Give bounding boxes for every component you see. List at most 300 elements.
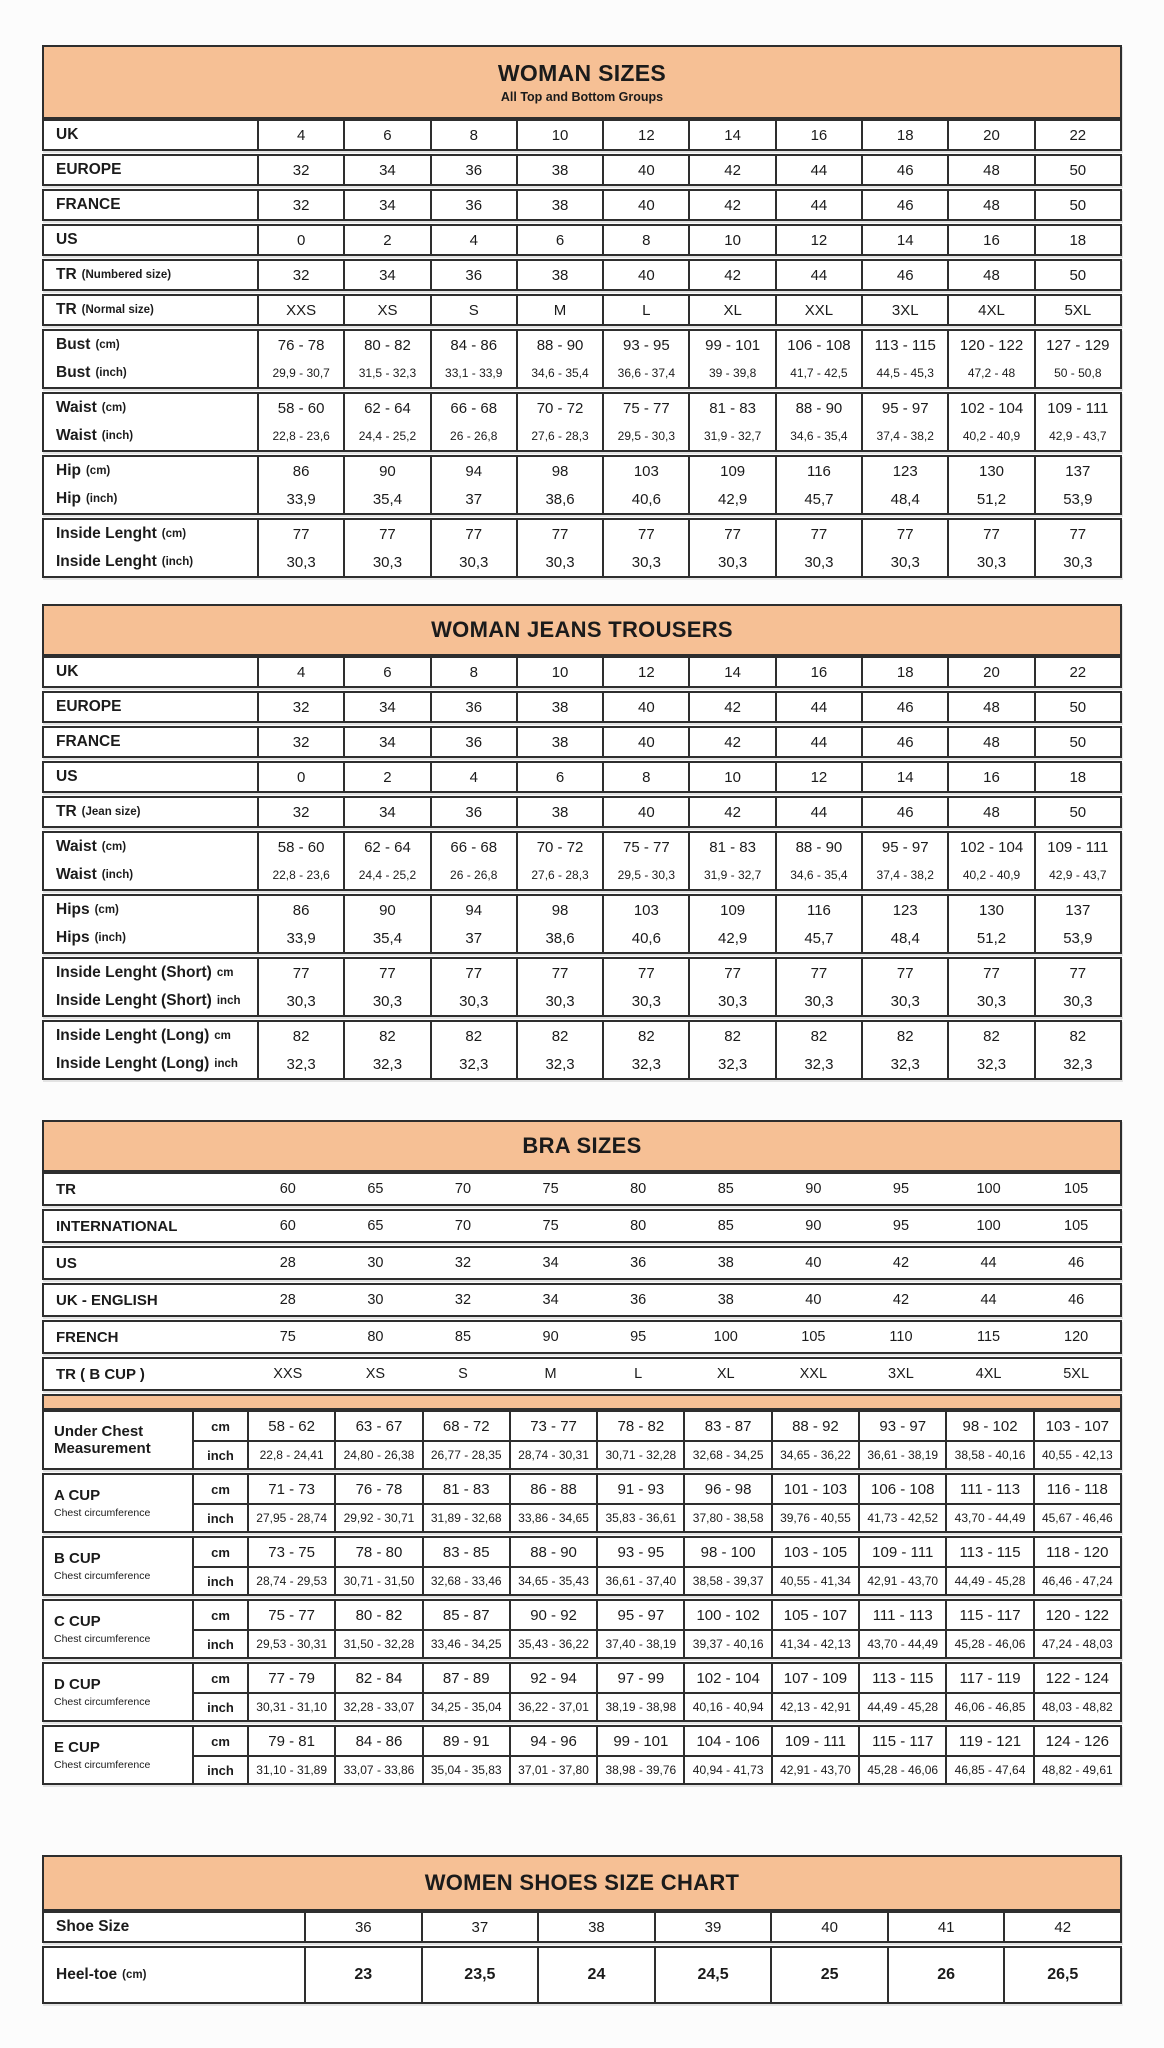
value-cell: 66 - 68 (430, 394, 516, 422)
value-cell: 14 (861, 226, 947, 254)
value-cell: 36,61 - 37,40 (596, 1568, 683, 1594)
value-cell: 77 (861, 520, 947, 548)
cup-row (194, 1629, 1120, 1657)
row-label-text: EUROPE (56, 161, 122, 178)
value-cell: 70 (454, 1181, 472, 1197)
cup-label (44, 1475, 194, 1531)
row-values (259, 156, 1120, 184)
value-cell: XXL (799, 1366, 828, 1382)
value-cell: 77 (292, 964, 310, 982)
value-cell: 39 (654, 1913, 771, 1941)
value-cell: 102 - 104 (947, 833, 1033, 861)
value-cell: 2 (343, 226, 429, 254)
value-cell: 82 (1034, 1022, 1120, 1050)
value-cell: 95 - 97 (596, 1601, 683, 1629)
value-cell: XL (716, 1366, 735, 1382)
value-cell: 95 (630, 1329, 647, 1345)
value-cell: 50 (1034, 798, 1120, 826)
value-cell: 10 (688, 226, 774, 254)
value-cell: 78 - 82 (596, 1412, 683, 1440)
value-cell: 103 - 105 (771, 1538, 858, 1566)
value-cell: 38 (516, 728, 602, 756)
value-cell: 79 - 81 (268, 1732, 315, 1750)
value-cell: 30,3 (688, 548, 774, 576)
value-cell: 42 (1003, 1913, 1120, 1941)
value-cell: 31,9 - 32,7 (688, 861, 774, 889)
value-cell: 39,76 - 40,55 (771, 1505, 858, 1531)
row-label (44, 1050, 259, 1078)
value-cell: 93 - 97 (858, 1412, 945, 1440)
value-cell: 42 (892, 1292, 910, 1308)
value-cell: 90 (805, 1181, 822, 1197)
value-cell: 33,9 (286, 490, 316, 508)
value-cell: 44,49 - 45,28 (945, 1568, 1032, 1594)
value-cell: 34 (542, 1292, 559, 1308)
value-cell: 45,67 - 46,46 (1033, 1505, 1120, 1531)
table-row (44, 1050, 1120, 1078)
value-cell: 31,9 - 32,7 (688, 422, 774, 450)
value-cell: 36 (430, 261, 516, 289)
row-group (42, 1020, 1122, 1080)
row-label (44, 156, 259, 184)
value-cell: 102 - 104 (683, 1664, 770, 1692)
table-row (44, 763, 1120, 791)
value-cell: 106 - 108 (775, 331, 861, 359)
value-cell: 28 (279, 1255, 296, 1271)
cup-rows (194, 1664, 1120, 1720)
value-cell: 35,4 (343, 924, 429, 952)
row-label-text: Waist (56, 427, 97, 444)
value-cell: 82 (775, 1022, 861, 1050)
value-cell: 40 (805, 1292, 822, 1308)
value-cell: 38,98 - 39,76 (596, 1757, 683, 1783)
value-cell: 32,3 (1034, 1050, 1120, 1078)
cup-row (194, 1566, 1120, 1594)
row-group (42, 259, 1122, 291)
value-cell: 24 (537, 1948, 654, 2002)
value-cell: 80 (630, 1218, 647, 1234)
value-cell: 47,24 - 48,03 (1033, 1631, 1120, 1657)
row-label (44, 658, 259, 686)
row-values (259, 520, 1120, 548)
row-label-sub: (cm) (95, 339, 120, 351)
value-cell: 32 (292, 161, 310, 179)
value-cell: 30,3 (688, 987, 774, 1015)
value-cell: 100 - 102 (683, 1601, 770, 1629)
cup-rows (194, 1412, 1120, 1468)
value-cell: 12 (602, 121, 688, 149)
value-cell: 44 (980, 1255, 997, 1271)
row-label-text: Inside Lenght (56, 525, 157, 542)
cup-row (194, 1412, 1120, 1440)
value-cell: 30,3 (775, 548, 861, 576)
value-cell: 40,6 (602, 485, 688, 513)
row-label (44, 924, 259, 952)
unit-label: cm (194, 1727, 249, 1755)
value-cell: 30 (367, 1292, 384, 1308)
value-cell: 29,53 - 30,31 (256, 1637, 328, 1651)
value-cell: 109 - 111 (858, 1538, 945, 1566)
value-cell: 81 - 83 (688, 394, 774, 422)
row-values (249, 1631, 1120, 1657)
value-cell: 14 (688, 658, 774, 686)
row-label-text: Inside Lenght (Long) (56, 1027, 210, 1044)
value-cell: 80 - 82 (334, 1601, 421, 1629)
value-cell: 32,3 (516, 1050, 602, 1078)
table-row (44, 156, 1120, 184)
table-row (44, 296, 1120, 324)
value-cell: 82 (861, 1022, 947, 1050)
value-cell: 4XL (975, 1366, 1002, 1382)
table-row (44, 658, 1120, 686)
value-cell: 98 (516, 896, 602, 924)
value-cell: 82 (602, 1022, 688, 1050)
row-values (249, 1568, 1120, 1594)
row-label-sub: cm (216, 967, 234, 979)
value-cell: 50 (1034, 728, 1120, 756)
value-cell: 95 - 97 (861, 833, 947, 861)
value-cell: 113 - 115 (945, 1538, 1032, 1566)
row-label-text: Bust (56, 364, 91, 381)
value-cell: 16 (775, 121, 861, 149)
table-row (44, 422, 1120, 450)
row-values (259, 457, 1120, 485)
value-cell: 40,94 - 41,73 (683, 1757, 770, 1783)
row-values (259, 548, 1120, 576)
table-row (44, 861, 1120, 889)
cup-rows (194, 1727, 1120, 1783)
value-cell: 24,4 - 25,2 (343, 861, 429, 889)
value-cell: 73 - 75 (268, 1543, 315, 1561)
value-cell: 10 (688, 763, 774, 791)
value-cell: 83 - 85 (422, 1538, 509, 1566)
value-cell: 22 (1034, 658, 1120, 686)
value-cell: XXS (273, 1366, 303, 1382)
row-values (249, 1412, 1120, 1440)
value-cell: 123 (861, 896, 947, 924)
value-cell: 28,74 - 30,31 (509, 1442, 596, 1468)
value-cell: 110 (889, 1329, 913, 1345)
row-group (42, 294, 1122, 326)
value-cell: 48 (947, 728, 1033, 756)
value-cell: 14 (861, 763, 947, 791)
value-cell: 115 - 117 (945, 1601, 1032, 1629)
value-cell: 122 - 124 (1033, 1664, 1120, 1692)
value-cell: 40,16 - 40,94 (683, 1694, 770, 1720)
row-label-text: Hips (56, 901, 90, 918)
row-label (44, 422, 259, 450)
row-group (42, 1357, 1122, 1391)
value-cell: 77 (1034, 959, 1120, 987)
value-cell: 30,3 (516, 987, 602, 1015)
unit-label: cm (194, 1664, 249, 1692)
unit-label: inch (194, 1631, 249, 1657)
table-row (44, 1285, 1120, 1315)
value-cell: 37 (421, 1913, 538, 1941)
table-row (44, 1211, 1120, 1241)
cup-sub: Chest circumference (54, 1569, 151, 1582)
row-label-text: Shoe Size (56, 1918, 130, 1935)
value-cell: 33,46 - 34,25 (422, 1631, 509, 1657)
value-cell: 99 - 101 (688, 331, 774, 359)
value-cell: 46 (861, 191, 947, 219)
row-values (249, 1601, 1120, 1629)
value-cell: 51,2 (947, 485, 1033, 513)
row-group (42, 392, 1122, 452)
row-values (259, 987, 1120, 1015)
value-cell: 101 - 103 (771, 1475, 858, 1503)
value-cell: 42 (688, 191, 774, 219)
value-cell: XS (343, 296, 429, 324)
row-label-text: INTERNATIONAL (56, 1217, 178, 1235)
value-cell: 18 (1034, 763, 1120, 791)
woman-jeans-title: WOMAN JEANS TROUSERS (431, 617, 733, 642)
value-cell: 34 (343, 156, 429, 184)
row-label-text: Waist (56, 866, 97, 883)
cup-name: C CUP (54, 1613, 101, 1631)
value-cell: 62 - 64 (343, 394, 429, 422)
value-cell: 90 - 92 (509, 1601, 596, 1629)
bra-conversion-rows (42, 1172, 1122, 1391)
cup-row (194, 1601, 1120, 1629)
bra-divider-strip (42, 1394, 1122, 1410)
value-cell: 82 (430, 1022, 516, 1050)
value-cell: 37 (430, 485, 516, 513)
row-label (44, 359, 259, 387)
cup-sub: Chest circumference (54, 1632, 151, 1645)
row-label (44, 296, 259, 324)
shoes-header (42, 1855, 1122, 1911)
value-cell: 36 (430, 156, 516, 184)
value-cell: 118 - 120 (1033, 1538, 1120, 1566)
value-cell: 8 (430, 658, 516, 686)
row-label (44, 1211, 244, 1241)
row-label (44, 1322, 244, 1352)
value-cell: 88 - 90 (775, 833, 861, 861)
value-cell: 86 (292, 462, 310, 480)
value-cell: 37,40 - 38,19 (596, 1631, 683, 1657)
row-values (249, 1757, 1120, 1783)
value-cell: 45,28 - 46,06 (945, 1631, 1032, 1657)
value-cell: 36 (430, 191, 516, 219)
value-cell: 44,49 - 45,28 (858, 1694, 945, 1720)
value-cell: 93 - 95 (596, 1538, 683, 1566)
table-row (44, 693, 1120, 721)
value-cell: 38,6 (516, 924, 602, 952)
row-group (42, 455, 1122, 515)
value-cell: 31,5 - 32,3 (343, 359, 429, 387)
row-label (44, 485, 259, 513)
value-cell: 33,9 (286, 929, 316, 947)
value-cell: 40,2 - 40,9 (947, 861, 1033, 889)
value-cell: 120 - 122 (947, 331, 1033, 359)
table-row (44, 1248, 1120, 1278)
row-values (249, 1442, 1120, 1468)
value-cell: 60 (279, 1218, 296, 1234)
value-cell: 66 - 68 (430, 833, 516, 861)
row-group (42, 656, 1122, 688)
row-label-sub: (cm) (122, 1969, 147, 1981)
row-label-text: FRENCH (56, 1328, 119, 1346)
value-cell: 36 (630, 1255, 647, 1271)
row-label (44, 987, 259, 1015)
value-cell: 98 - 102 (945, 1412, 1032, 1440)
value-cell: 36,61 - 38,19 (858, 1442, 945, 1468)
value-cell: 20 (947, 121, 1033, 149)
value-cell: 24,5 (654, 1948, 771, 2002)
row-label-text: UK (56, 126, 79, 143)
value-cell: 77 (343, 520, 429, 548)
cup-group (42, 1599, 1122, 1659)
value-cell: 88 - 92 (771, 1412, 858, 1440)
value-cell: 90 (343, 896, 429, 924)
row-label-sub: (inch) (94, 932, 126, 944)
table-row (44, 1948, 1120, 2002)
value-cell: 75 - 77 (602, 394, 688, 422)
value-cell: 70 (454, 1218, 472, 1234)
row-label-sub: (inch) (101, 869, 134, 881)
value-cell: 30,71 - 32,28 (596, 1442, 683, 1468)
value-cell: 32,3 (430, 1050, 516, 1078)
value-cell: 86 (292, 901, 310, 919)
value-cell: 36 (430, 693, 516, 721)
value-cell: 115 - 117 (858, 1727, 945, 1755)
row-values (244, 1285, 1120, 1315)
value-cell: 77 (1034, 520, 1120, 548)
value-cell: 24,80 - 26,38 (334, 1442, 421, 1468)
row-label-sub: (inch) (95, 367, 127, 379)
value-cell: 116 (775, 896, 861, 924)
value-cell: 22,8 - 23,6 (272, 868, 330, 882)
value-cell: 32,3 (343, 1050, 429, 1078)
value-cell: 124 - 126 (1033, 1727, 1120, 1755)
woman-jeans-header (42, 604, 1122, 656)
row-label-text: Hip (56, 490, 81, 507)
value-cell: 29,9 - 30,7 (272, 366, 330, 380)
value-cell: 34 (343, 261, 429, 289)
value-cell: 29,92 - 30,71 (334, 1505, 421, 1531)
row-values (244, 1211, 1120, 1241)
shoes-title: WOMEN SHOES SIZE CHART (424, 1870, 740, 1895)
value-cell: 38,58 - 40,16 (945, 1442, 1032, 1468)
value-cell: 50 (1034, 156, 1120, 184)
value-cell: L (634, 1366, 643, 1382)
value-cell: 75 (542, 1181, 559, 1197)
row-label-text: EUROPE (56, 698, 122, 715)
value-cell: 12 (602, 658, 688, 686)
value-cell: 48,82 - 49,61 (1033, 1757, 1120, 1783)
row-values (259, 658, 1120, 686)
row-label-text: FRANCE (56, 196, 121, 213)
cup-row (194, 1503, 1120, 1531)
value-cell: 77 (516, 520, 602, 548)
value-cell: 42 (688, 728, 774, 756)
row-values (259, 896, 1120, 924)
value-cell: 30,3 (775, 987, 861, 1015)
table-row (44, 394, 1120, 422)
value-cell: 37,4 - 38,2 (861, 422, 947, 450)
bra-sizes-header (42, 1120, 1122, 1172)
value-cell: 14 (688, 121, 774, 149)
value-cell: 82 - 84 (334, 1664, 421, 1692)
value-cell: 45,7 (775, 924, 861, 952)
value-cell: 4 (296, 663, 306, 681)
row-label (44, 457, 259, 485)
value-cell: 58 - 60 (277, 399, 325, 417)
value-cell: 46 (861, 261, 947, 289)
value-cell: 38 (516, 798, 602, 826)
cup-name: A CUP (54, 1487, 101, 1505)
value-cell: 38,58 - 39,37 (683, 1568, 770, 1594)
value-cell: 34,25 - 35,04 (422, 1694, 509, 1720)
value-cell: 88 - 90 (775, 394, 861, 422)
row-label (44, 226, 259, 254)
value-cell: 58 - 60 (277, 838, 325, 856)
value-cell: 34 (542, 1255, 559, 1271)
unit-label: inch (194, 1694, 249, 1720)
value-cell: 30,3 (286, 553, 316, 571)
value-cell: 50 - 50,8 (1034, 359, 1120, 387)
value-cell: 82 (516, 1022, 602, 1050)
table-row (44, 485, 1120, 513)
unit-label: inch (194, 1505, 249, 1531)
value-cell: 113 - 115 (861, 331, 947, 359)
value-cell: 42,13 - 42,91 (771, 1694, 858, 1720)
value-cell: 127 - 129 (1034, 331, 1120, 359)
row-label-sub: (cm) (161, 528, 187, 540)
value-cell: 32,3 (947, 1050, 1033, 1078)
value-cell: 30,3 (602, 548, 688, 576)
value-cell: 42 (688, 693, 774, 721)
row-label-text: Hips (56, 929, 90, 946)
value-cell: 83 - 87 (683, 1412, 770, 1440)
value-cell: 116 - 118 (1033, 1475, 1120, 1503)
row-values (244, 1248, 1120, 1278)
value-cell: 32,3 (688, 1050, 774, 1078)
row-values (249, 1694, 1120, 1720)
value-cell: 53,9 (1034, 924, 1120, 952)
value-cell: 34 (343, 693, 429, 721)
unit-label: inch (194, 1568, 249, 1594)
value-cell: 71 - 73 (268, 1480, 315, 1498)
table-row (44, 548, 1120, 576)
value-cell: 26,77 - 28,35 (422, 1442, 509, 1468)
value-cell: 6 (516, 226, 602, 254)
row-group (42, 1283, 1122, 1317)
row-label (44, 861, 259, 889)
value-cell: 43,70 - 44,49 (858, 1631, 945, 1657)
table-row (44, 1022, 1120, 1050)
row-values (306, 1948, 1120, 2002)
value-cell: 38 (717, 1292, 734, 1308)
value-cell: 32,3 (286, 1055, 316, 1073)
value-cell: 0 (296, 768, 306, 786)
cup-row (194, 1538, 1120, 1566)
value-cell: 30,31 - 31,10 (256, 1700, 328, 1714)
unit-label: inch (194, 1757, 249, 1783)
value-cell: 70 - 72 (516, 394, 602, 422)
woman-jeans-section (42, 604, 1122, 1080)
table-row (44, 959, 1120, 987)
row-group (42, 1172, 1122, 1206)
row-group (42, 189, 1122, 221)
row-group (42, 518, 1122, 578)
table-row (44, 520, 1120, 548)
value-cell: L (602, 296, 688, 324)
value-cell: 77 (602, 959, 688, 987)
value-cell: 48,4 (861, 485, 947, 513)
value-cell: 40 (602, 798, 688, 826)
